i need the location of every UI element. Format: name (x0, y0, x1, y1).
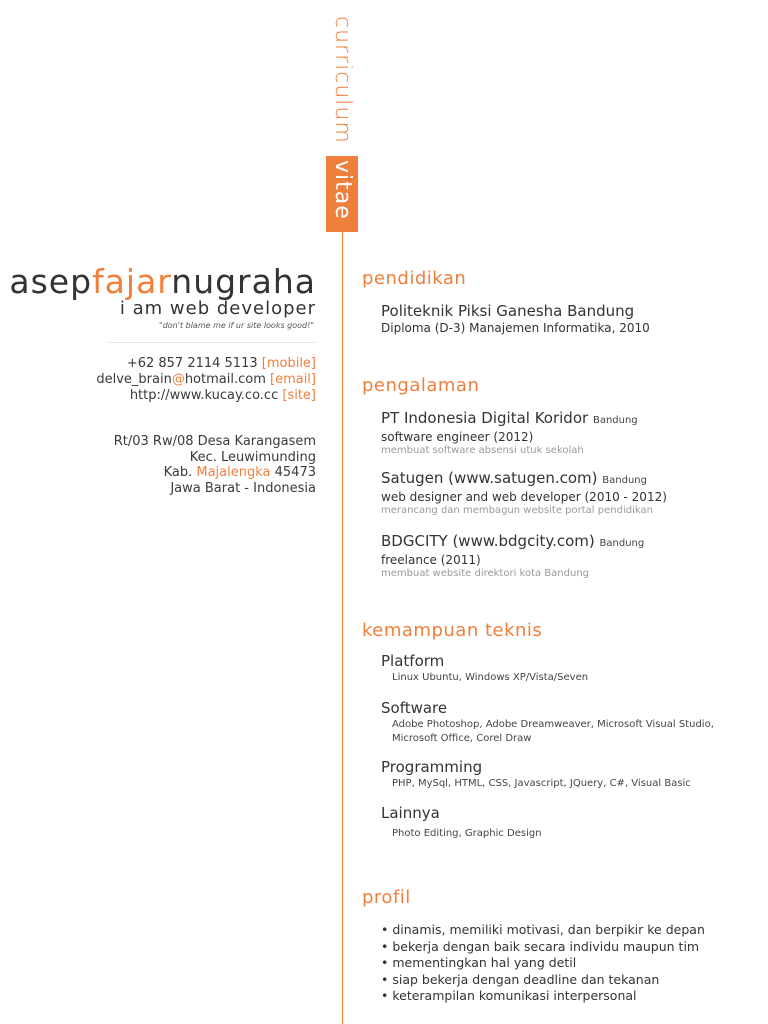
address-line: Kec. Leuwimunding (189, 449, 316, 465)
company-location: Bandung (602, 475, 647, 486)
list-item: • dinamis, memiliki motivasi, dan berpikir ke depan (381, 922, 705, 937)
section-heading-kemampuan: kemampuan teknis (362, 620, 543, 641)
experience-entry (381, 409, 638, 457)
skill-description: Photo Editing, Graphic Design (392, 828, 542, 839)
company-location: Bandung (592, 415, 638, 426)
skill-title: Platform (381, 652, 445, 670)
skill-title: Software (381, 699, 448, 717)
job-position: software engineer (2012) (381, 430, 534, 444)
education-entry (381, 302, 650, 336)
job-description: merancang dan membagun website portal pendidikan (381, 505, 653, 516)
address-line: Jawa Barat - Indonesia (170, 480, 316, 496)
skill-title: Lainnya (381, 804, 440, 822)
skill-description: Linux Ubuntu, Windows XP/Vista/Seven (392, 672, 589, 683)
company-name: PT Indonesia Digital Koridor (381, 409, 589, 427)
experience-entry (381, 469, 667, 517)
address-block (114, 434, 316, 496)
profile-list (381, 922, 705, 1005)
list-item: • siap bekerja dengan deadline dan tekanan (381, 971, 660, 987)
email-line[interactable]: delve_brain@hotmail.com [email] (96, 372, 316, 387)
skill-title: Programming (381, 758, 483, 776)
job-position: freelance (2011) (381, 553, 481, 567)
address-line: Kab. Majalengka 45473 (163, 465, 316, 480)
skill-description: Microsoft Office, Corel Draw (392, 733, 532, 744)
vertical-divider (342, 232, 343, 1024)
site-line[interactable]: http://www.kucay.co.cc [site] (129, 388, 316, 403)
list-item: • mementingkan hal yang detil (381, 955, 577, 970)
address-line: Rt/03 Rw/08 Desa Karangasem (113, 434, 316, 449)
experience-entry (381, 532, 644, 580)
company-name: Satugen (www.satugen.com) (381, 469, 598, 487)
phone-line: +62 857 2114 5113 [mobile] (126, 356, 316, 371)
company-location: Bandung (599, 538, 645, 549)
degree: Diploma (D-3) Manajemen Informatika, 2010 (381, 321, 650, 335)
tagline-quote: "don't blame me if ur site looks good!" (159, 321, 314, 330)
school-name: Politeknik Piksi Ganesha Bandung (381, 302, 635, 320)
job-position: web designer and web developer (2010 - 2012) (381, 490, 667, 504)
skill-description: PHP, MySql, HTML, CSS, Javascript, JQuery, C#, Visual Basic (392, 778, 691, 789)
section-heading-profil: profil (362, 887, 411, 908)
skill-entry (381, 758, 691, 791)
title-vitae-box: vitae (326, 156, 358, 232)
full-name: asepfajarnugraha (9, 262, 316, 301)
skill-description: Adobe Photoshop, Adobe Dreamweaver, Microsoft Visual Studio, (392, 719, 714, 730)
company-name: BDGCITY (www.bdgcity.com) (381, 532, 595, 550)
list-item: • keterampilan komunikasi interpersonal (381, 988, 637, 1003)
title-curriculum: curriculum (330, 16, 355, 144)
job-description: membuat software absensi utuk sekolah (381, 445, 584, 456)
header-divider (107, 342, 317, 343)
skill-entry (381, 699, 714, 746)
skill-entry (381, 804, 542, 841)
contact-info (96, 356, 316, 404)
job-description: membuat website direktori kota Bandung (381, 568, 590, 579)
section-heading-pendidikan: pendidikan (362, 268, 467, 289)
list-item: • bekerja dengan baik secara individu maupun tim (381, 938, 700, 954)
skill-entry (381, 652, 588, 685)
job-role: i am web developer (119, 298, 316, 319)
section-heading-pengalaman: pengalaman (362, 375, 480, 396)
